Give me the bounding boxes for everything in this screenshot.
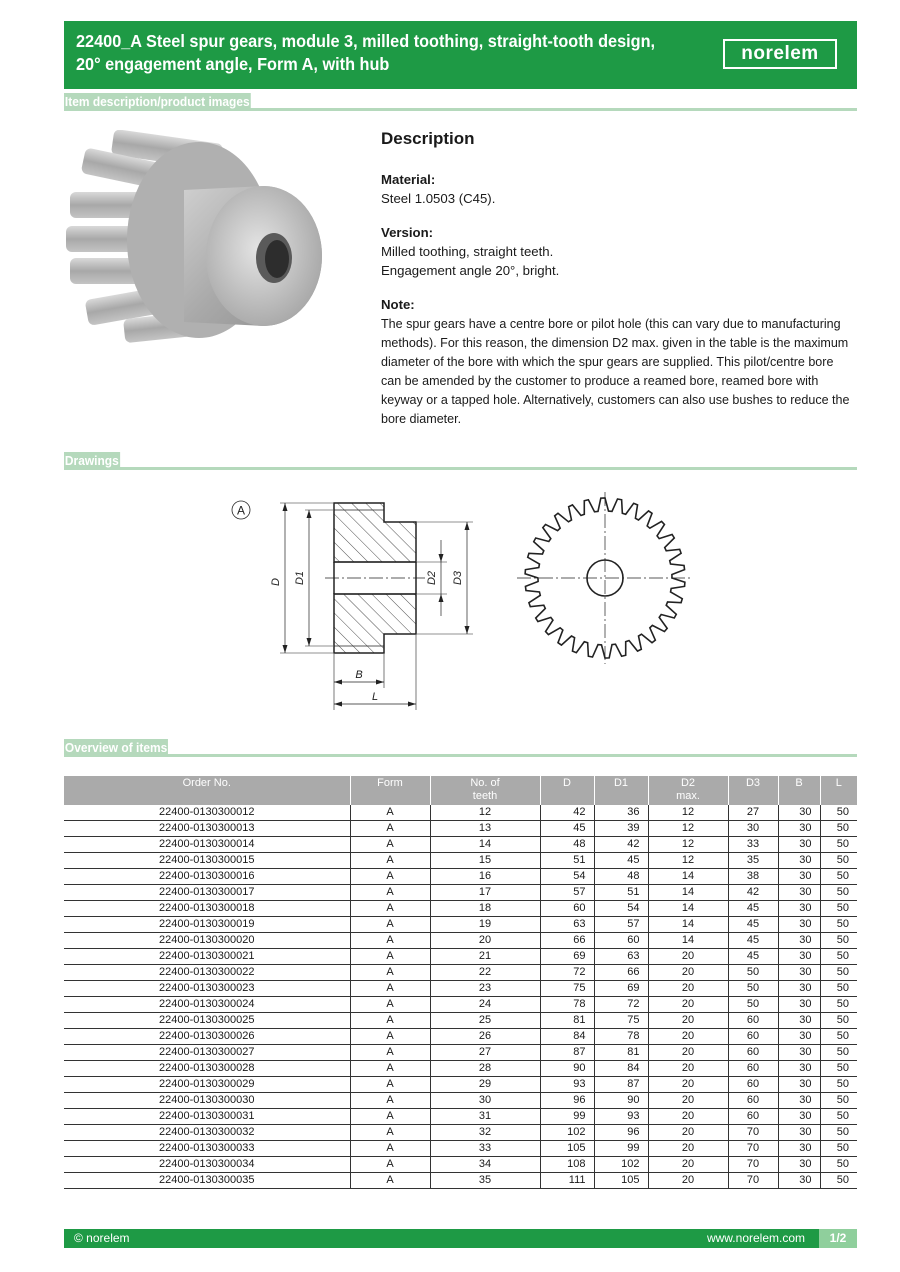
cell-order-no: 22400-0130300020 [64,933,350,949]
cell-d: 45 [540,821,594,837]
cell-d1: 54 [594,901,648,917]
col-header-b: B [778,776,820,805]
table-row [64,1157,857,1173]
cell-d2: 20 [648,981,728,997]
cell-form: A [350,997,430,1013]
cell-teeth: 19 [430,917,540,933]
cell-order-no: 22400-0130300022 [64,965,350,981]
cell-d: 60 [540,901,594,917]
section-drawings [64,450,857,470]
cell-b: 30 [778,1125,820,1141]
cell-l: 50 [820,1077,857,1093]
cell-d3: 45 [728,901,778,917]
cell-d1: 81 [594,1045,648,1061]
cell-order-no: 22400-0130300019 [64,917,350,933]
col-header-d1: D1 [594,776,648,805]
cell-d2: 20 [648,1029,728,1045]
cell-teeth: 35 [430,1173,540,1189]
cell-l: 50 [820,997,857,1013]
cell-form: A [350,1157,430,1173]
cell-d: 63 [540,917,594,933]
description-heading: Description [381,129,475,148]
table-row [64,917,857,933]
cell-d1: 75 [594,1013,648,1029]
cell-l: 50 [820,869,857,885]
cell-d1: 90 [594,1093,648,1109]
dim-label-D3: D3 [452,570,464,586]
cell-form: A [350,1141,430,1157]
cell-teeth: 22 [430,965,540,981]
cell-b: 30 [778,1141,820,1157]
cell-teeth: 29 [430,1077,540,1093]
table-row [64,1061,857,1077]
material-block [381,170,861,208]
cell-d2: 20 [648,1109,728,1125]
footer-url[interactable]: www.norelem.com [706,1231,805,1245]
cell-form: A [350,917,430,933]
cell-d3: 33 [728,837,778,853]
note-block [381,295,861,428]
dim-label-B: B [355,669,363,681]
cell-d3: 70 [728,1125,778,1141]
cell-d2: 12 [648,821,728,837]
cell-order-no: 22400-0130300026 [64,1029,350,1045]
cell-form: A [350,853,430,869]
cell-d2: 20 [648,1093,728,1109]
cell-b: 30 [778,1173,820,1189]
cell-l: 50 [820,1157,857,1173]
cell-order-no: 22400-0130300016 [64,869,350,885]
cell-d: 81 [540,1013,594,1029]
cell-l: 50 [820,885,857,901]
cell-b: 30 [778,837,820,853]
table-row [64,1045,857,1061]
cell-l: 50 [820,1013,857,1029]
cell-l: 50 [820,1109,857,1125]
cell-b: 30 [778,1077,820,1093]
cell-d: 66 [540,933,594,949]
cell-teeth: 27 [430,1045,540,1061]
cell-form: A [350,1125,430,1141]
footer-copyright: © norelem [74,1231,130,1245]
cell-l: 50 [820,821,857,837]
cell-l: 50 [820,1093,857,1109]
page-footer [64,1229,857,1248]
technical-drawing [225,490,695,715]
cell-d: 96 [540,1093,594,1109]
cell-form: A [350,805,430,821]
cell-d1: 51 [594,885,648,901]
cell-order-no: 22400-0130300017 [64,885,350,901]
cell-form: A [350,1013,430,1029]
table-row [64,821,857,837]
cell-d2: 20 [648,1141,728,1157]
cell-d1: 105 [594,1173,648,1189]
table-row [64,997,857,1013]
cell-d: 99 [540,1109,594,1125]
cell-d3: 30 [728,821,778,837]
cell-form: A [350,933,430,949]
section-label: Drawings [64,453,119,468]
cell-form: A [350,901,430,917]
cell-d2: 20 [648,1045,728,1061]
cell-form: A [350,1061,430,1077]
cell-form: A [350,1109,430,1125]
cell-d: 75 [540,981,594,997]
cell-d2: 20 [648,1061,728,1077]
cell-b: 30 [778,933,820,949]
cell-b: 30 [778,821,820,837]
cell-d3: 45 [728,933,778,949]
cell-d1: 69 [594,981,648,997]
table-row [64,949,857,965]
cell-d1: 36 [594,805,648,821]
cell-d: 54 [540,869,594,885]
table-row [64,805,857,821]
table-row [64,1109,857,1125]
cell-order-no: 22400-0130300025 [64,1013,350,1029]
col-header-teeth: No. of teeth [430,776,540,805]
cell-d3: 60 [728,1109,778,1125]
cell-teeth: 28 [430,1061,540,1077]
cell-d: 111 [540,1173,594,1189]
cell-d2: 20 [648,1157,728,1173]
cell-d2: 14 [648,869,728,885]
cell-d1: 57 [594,917,648,933]
cell-d3: 60 [728,1045,778,1061]
cell-d: 105 [540,1141,594,1157]
cell-d3: 50 [728,997,778,1013]
cell-d3: 60 [728,1093,778,1109]
cell-order-no: 22400-0130300012 [64,805,350,821]
table-row [64,1173,857,1189]
dim-label-D: D [270,578,282,586]
cell-b: 30 [778,1029,820,1045]
cell-b: 30 [778,1061,820,1077]
cell-order-no: 22400-0130300023 [64,981,350,997]
cell-form: A [350,821,430,837]
cell-d1: 87 [594,1077,648,1093]
cell-l: 50 [820,1125,857,1141]
cell-order-no: 22400-0130300024 [64,997,350,1013]
page-title: 22400_A Steel spur gears, module 3, milled toothing, straight-tooth design, 20° engagement angle, Form A, with hub [76,31,656,74]
cell-d2: 20 [648,1013,728,1029]
version-line-2: Engagement angle 20°, bright. [381,263,560,278]
cell-form: A [350,981,430,997]
cell-b: 30 [778,805,820,821]
version-block [381,223,861,280]
cell-d: 51 [540,853,594,869]
cell-l: 50 [820,1173,857,1189]
cell-d3: 60 [728,1077,778,1093]
table-body [64,805,857,1189]
cell-d: 87 [540,1045,594,1061]
cell-d3: 50 [728,981,778,997]
cell-order-no: 22400-0130300032 [64,1125,350,1141]
cell-teeth: 24 [430,997,540,1013]
col-header-order-no: Order No. [64,776,350,805]
table-row [64,1013,857,1029]
cell-teeth: 13 [430,821,540,837]
cell-teeth: 17 [430,885,540,901]
cell-form: A [350,1173,430,1189]
description-block [381,128,861,443]
table-row [64,965,857,981]
cell-b: 30 [778,1093,820,1109]
cell-b: 30 [778,853,820,869]
cell-d1: 93 [594,1109,648,1125]
cell-d: 108 [540,1157,594,1173]
cell-teeth: 33 [430,1141,540,1157]
cell-teeth: 14 [430,837,540,853]
cell-l: 50 [820,1029,857,1045]
cell-l: 50 [820,981,857,997]
col-header-form: Form [350,776,430,805]
cell-l: 50 [820,965,857,981]
cell-d3: 70 [728,1141,778,1157]
cell-d: 48 [540,837,594,853]
cell-order-no: 22400-0130300028 [64,1061,350,1077]
cell-d: 90 [540,1061,594,1077]
table-row [64,1077,857,1093]
cell-teeth: 23 [430,981,540,997]
section-label: Item description/product images [64,94,250,109]
dim-label-D2: D2 [426,570,438,586]
cell-teeth: 12 [430,805,540,821]
cell-d2: 20 [648,949,728,965]
cell-d: 93 [540,1077,594,1093]
cell-d3: 38 [728,869,778,885]
cell-d2: 12 [648,805,728,821]
cell-d: 69 [540,949,594,965]
col-header-d3: D3 [728,776,778,805]
cell-teeth: 21 [430,949,540,965]
section-label: Overview of items [64,740,168,755]
cell-b: 30 [778,901,820,917]
note-text: The spur gears have a centre bore or pilot hole (this can vary due to manufacturing methods). For this reason, the dimension D2 max. given in the table is the maximum diameter of the bore with which the spur gears are supplied. This pilot/centre bore can be amended by the customer to produce a reamed bore, reamed bore with keyway or a tapped hole. Alternatively, customers can also use bushes to reduce the bore diameter. [381,316,850,426]
cell-order-no: 22400-0130300015 [64,853,350,869]
cell-teeth: 18 [430,901,540,917]
cell-d3: 60 [728,1061,778,1077]
cell-d2: 14 [648,933,728,949]
cell-l: 50 [820,1061,857,1077]
cell-d1: 42 [594,837,648,853]
cell-l: 50 [820,917,857,933]
cell-order-no: 22400-0130300021 [64,949,350,965]
table-row [64,1125,857,1141]
cell-d2: 12 [648,853,728,869]
version-label: Version: [381,225,434,240]
cell-order-no: 22400-0130300030 [64,1093,350,1109]
cell-b: 30 [778,1045,820,1061]
cell-d1: 45 [594,853,648,869]
cell-d1: 84 [594,1061,648,1077]
cell-form: A [350,949,430,965]
cell-order-no: 22400-0130300031 [64,1109,350,1125]
cell-d3: 60 [728,1029,778,1045]
cell-d1: 96 [594,1125,648,1141]
cell-d: 57 [540,885,594,901]
table-row [64,1093,857,1109]
cell-d: 42 [540,805,594,821]
page-number: 1/2 [819,1229,857,1248]
table-row [64,869,857,885]
table-row [64,837,857,853]
cell-d2: 14 [648,885,728,901]
cell-d2: 20 [648,965,728,981]
cell-d1: 102 [594,1157,648,1173]
cell-b: 30 [778,965,820,981]
section-overview [64,737,857,757]
form-label: A [236,503,246,518]
cell-d1: 63 [594,949,648,965]
cell-d: 84 [540,1029,594,1045]
cell-teeth: 20 [430,933,540,949]
cell-d3: 60 [728,1013,778,1029]
cell-teeth: 32 [430,1125,540,1141]
cell-form: A [350,1029,430,1045]
norelem-logo: norelem [723,39,837,69]
cell-d2: 20 [648,1125,728,1141]
cell-teeth: 26 [430,1029,540,1045]
cell-d3: 45 [728,917,778,933]
cell-d2: 20 [648,997,728,1013]
table-row [64,1141,857,1157]
table-row [64,885,857,901]
cell-d2: 12 [648,837,728,853]
cell-order-no: 22400-0130300018 [64,901,350,917]
cell-l: 50 [820,1141,857,1157]
table-row [64,981,857,997]
cell-form: A [350,885,430,901]
cell-order-no: 22400-0130300027 [64,1045,350,1061]
cell-form: A [350,965,430,981]
table-row [64,1029,857,1045]
cell-order-no: 22400-0130300013 [64,821,350,837]
cell-d3: 35 [728,853,778,869]
cell-d: 78 [540,997,594,1013]
table-row [64,901,857,917]
cell-d3: 27 [728,805,778,821]
cell-d: 102 [540,1125,594,1141]
cell-d1: 99 [594,1141,648,1157]
cell-b: 30 [778,869,820,885]
cell-l: 50 [820,837,857,853]
cell-order-no: 22400-0130300033 [64,1141,350,1157]
version-line-1: Milled toothing, straight teeth. [381,244,554,259]
note-label: Note: [381,297,415,312]
cell-d1: 39 [594,821,648,837]
cell-d1: 60 [594,933,648,949]
material-text: Steel 1.0503 (C45). [381,191,496,206]
cell-d2: 14 [648,901,728,917]
cell-teeth: 15 [430,853,540,869]
cell-order-no: 22400-0130300014 [64,837,350,853]
cell-form: A [350,1045,430,1061]
cell-d1: 66 [594,965,648,981]
gear-front-view [517,492,693,664]
cell-b: 30 [778,949,820,965]
material-label: Material: [381,172,436,187]
cell-d1: 72 [594,997,648,1013]
cell-b: 30 [778,1109,820,1125]
gear-section-view [280,503,473,710]
page-header [64,21,857,89]
cell-order-no: 22400-0130300029 [64,1077,350,1093]
cell-b: 30 [778,1157,820,1173]
cell-d1: 78 [594,1029,648,1045]
cell-b: 30 [778,981,820,997]
cell-d3: 50 [728,965,778,981]
cell-d1: 48 [594,869,648,885]
col-header-l: L [820,776,857,805]
cell-form: A [350,1077,430,1093]
cell-d3: 45 [728,949,778,965]
cell-form: A [350,869,430,885]
cell-d3: 70 [728,1173,778,1189]
cell-l: 50 [820,933,857,949]
cell-l: 50 [820,901,857,917]
cell-d3: 42 [728,885,778,901]
cell-teeth: 31 [430,1109,540,1125]
cell-d3: 70 [728,1157,778,1173]
items-table [64,776,857,1189]
cell-l: 50 [820,853,857,869]
cell-teeth: 25 [430,1013,540,1029]
cell-d: 72 [540,965,594,981]
cell-b: 30 [778,997,820,1013]
cell-d2: 20 [648,1077,728,1093]
cell-b: 30 [778,885,820,901]
cell-teeth: 16 [430,869,540,885]
cell-l: 50 [820,805,857,821]
cell-teeth: 30 [430,1093,540,1109]
table-header-row [64,776,857,805]
cell-order-no: 22400-0130300034 [64,1157,350,1173]
cell-form: A [350,1093,430,1109]
table-row [64,853,857,869]
table-row [64,933,857,949]
col-header-d2: D2 max. [648,776,728,805]
cell-teeth: 34 [430,1157,540,1173]
cell-l: 50 [820,1045,857,1061]
cell-l: 50 [820,949,857,965]
cell-d2: 14 [648,917,728,933]
dim-label-L: L [371,691,379,703]
cell-b: 30 [778,917,820,933]
cell-order-no: 22400-0130300035 [64,1173,350,1189]
cell-form: A [350,837,430,853]
gear-product-image [64,130,334,350]
cell-d2: 20 [648,1173,728,1189]
section-item-description [64,91,857,111]
col-header-d: D [540,776,594,805]
dim-label-D1: D1 [294,570,306,586]
cell-b: 30 [778,1013,820,1029]
